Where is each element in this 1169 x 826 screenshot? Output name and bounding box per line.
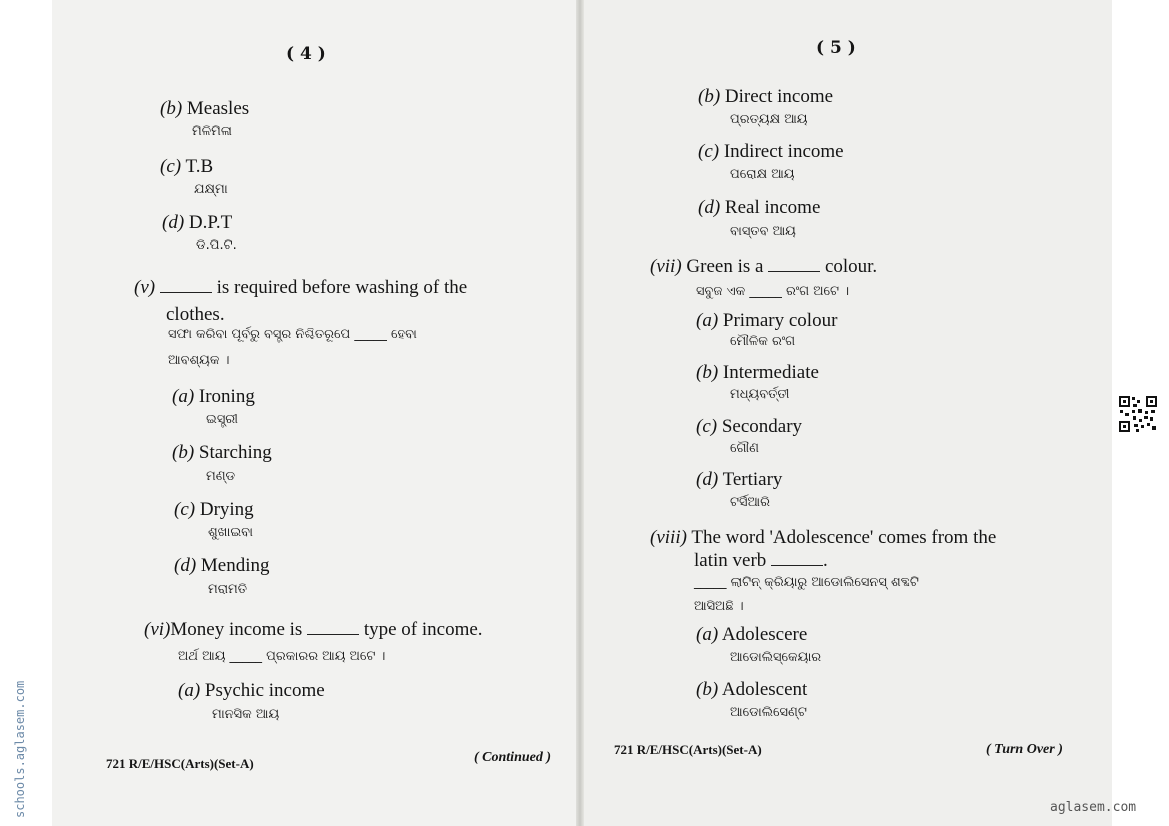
answer-blank <box>768 259 820 272</box>
option-text: T.B <box>185 156 214 177</box>
option-odia: ପ୍ରତ୍ୟକ୍ଷ ଆୟ <box>730 112 808 127</box>
option-marker: (d) <box>174 555 197 576</box>
footer-note: ( Turn Over ) <box>986 742 1063 757</box>
option-marker: (b) <box>696 679 719 700</box>
option-odia: ଆଡୋଲିସ୍କେୟାର <box>730 650 822 665</box>
option-marker: (c) <box>698 141 720 162</box>
option-text: Real income <box>724 197 821 218</box>
question-marker: (vii) <box>650 256 682 277</box>
option-marker: (b) <box>698 86 721 107</box>
option-marker: (c) <box>696 416 718 437</box>
option-marker: (b) <box>172 442 195 463</box>
option-marker: (a) <box>172 386 195 407</box>
option-marker: (a) <box>696 310 719 331</box>
option-odia: ଶୁଖାଇବା <box>208 525 254 540</box>
option-odia: ଇସ୍ତ୍ରୀ <box>206 412 238 427</box>
question-text-after: type of income. <box>363 619 483 640</box>
watermark-vertical[interactable]: schools.aglasem.com <box>13 680 27 818</box>
option-row <box>696 416 802 438</box>
question-v <box>134 276 467 300</box>
question-odia: ଅର୍ଥ ଆୟ _____ ପ୍ରକାରର ଆୟ ଅଟେ । <box>178 649 386 664</box>
question-text-line2-before: latin verb <box>694 550 767 571</box>
option-odia: ମଧ୍ୟବର୍ତ୍ତୀ <box>730 387 790 402</box>
book-gutter <box>576 0 584 826</box>
option-text: Measles <box>186 98 250 119</box>
qr-code-icon <box>1118 395 1158 433</box>
question-vi <box>144 618 483 642</box>
left-page <box>52 0 579 826</box>
option-marker: (b) <box>160 98 183 119</box>
question-odia-line2: ଆସିଅଛି । <box>694 599 744 614</box>
option-text: Mending <box>200 555 270 576</box>
question-text: Money income is <box>170 619 303 640</box>
footer-code: 721 R/E/HSC(Arts)(Set-A) <box>614 742 762 757</box>
option-row <box>160 156 213 178</box>
option-row <box>698 86 833 108</box>
option-row <box>696 679 807 701</box>
option-row <box>174 499 254 521</box>
option-text: Tertiary <box>722 469 783 490</box>
question-viii <box>650 526 996 550</box>
option-row <box>172 386 255 408</box>
option-marker: (c) <box>160 156 182 177</box>
option-row <box>696 362 819 384</box>
option-row <box>696 469 782 491</box>
option-marker: (d) <box>696 469 719 490</box>
question-text-line2: clothes. <box>166 304 225 325</box>
option-row <box>696 310 837 332</box>
option-text: Primary colour <box>722 310 838 331</box>
question-vii <box>650 255 877 279</box>
option-marker: (a) <box>178 680 201 701</box>
option-marker: (d) <box>162 212 185 233</box>
question-odia: _____ ଲାଟିନ୍ କ୍ରିୟାରୁ ଆଡୋଲିସେନସ୍ ଶବ୍ଦଟି <box>694 575 919 590</box>
option-row <box>696 624 807 646</box>
option-text: Direct income <box>724 86 834 107</box>
option-odia: ମରାମତି <box>208 582 248 597</box>
option-odia: ମୌଳିକ ରଂଗ <box>730 334 796 349</box>
option-odia: ଟର୍ସିଆରି <box>730 495 770 510</box>
question-odia: ସଫା କରିବା ପୂର୍ବରୁ ବସ୍ତ୍ର ନିଶ୍ଚିତରୂପେ _____ ହେବା <box>168 327 417 342</box>
question-text-line2-after: . <box>823 550 828 571</box>
option-text: Ironing <box>198 386 255 407</box>
option-row <box>698 141 844 163</box>
option-text: Secondary <box>721 416 803 437</box>
page-number-right: ( 5 ) <box>816 38 856 58</box>
watermark-bottom[interactable]: aglasem.com <box>1050 800 1137 815</box>
option-row <box>698 197 820 219</box>
answer-blank <box>307 622 359 635</box>
footer-code: 721 R/E/HSC(Arts)(Set-A) <box>106 756 254 771</box>
question-marker: (viii) <box>650 527 687 548</box>
page-number-left: ( 4 ) <box>286 44 326 64</box>
option-odia: ପରୋକ୍ଷ ଆୟ <box>730 167 795 182</box>
option-marker: (a) <box>696 624 719 645</box>
option-odia: ମିଳିମିଳା <box>192 124 232 139</box>
question-text-after: colour. <box>824 256 878 277</box>
option-text: Psychic income <box>204 680 325 701</box>
answer-blank <box>771 553 823 566</box>
question-odia: ସବୁଜ ଏକ _____ ରଂଗ ଅଟେ । <box>696 284 850 299</box>
answer-blank <box>160 280 212 293</box>
option-odia: ମଣ୍ଡ <box>206 469 236 484</box>
question-text: The word 'Adolescence' comes from the <box>691 527 997 548</box>
question-text: is required before washing of the <box>216 277 468 298</box>
option-text: Adolescent <box>721 679 808 700</box>
option-row <box>178 680 325 702</box>
question-odia-line2: ଆବଶ୍ୟକ । <box>168 353 230 368</box>
option-odia: ଡି.ପି.ଟି. <box>196 238 237 253</box>
option-odia: ବାସ୍ତବ ଆୟ <box>730 224 796 239</box>
option-odia: ଯକ୍ଷ୍ମା <box>194 182 228 197</box>
option-text: Intermediate <box>722 362 819 383</box>
option-marker: (c) <box>174 499 196 520</box>
option-odia: ମାନସିକ ଆୟ <box>212 707 280 722</box>
option-marker: (d) <box>698 197 721 218</box>
option-text: D.P.T <box>188 212 233 233</box>
footer-note: ( Continued ) <box>474 750 552 765</box>
question-marker: (v) <box>134 277 156 298</box>
question-text-line2 <box>694 549 828 573</box>
question-text: Green is a <box>686 256 764 277</box>
option-text: Adolescere <box>721 624 808 645</box>
option-odia: ଗୌଣ <box>730 441 759 456</box>
option-row <box>160 98 249 120</box>
right-page <box>580 0 1112 826</box>
option-marker: (b) <box>696 362 719 383</box>
option-row <box>172 442 272 464</box>
option-text: Starching <box>198 442 272 463</box>
option-text: Drying <box>199 499 254 520</box>
option-row <box>174 555 270 577</box>
option-odia: ଆଡୋଲିସେଣ୍ଟ <box>730 705 807 720</box>
question-marker: (vi) <box>144 619 171 640</box>
option-text: Indirect income <box>723 141 844 162</box>
option-row <box>162 212 232 234</box>
